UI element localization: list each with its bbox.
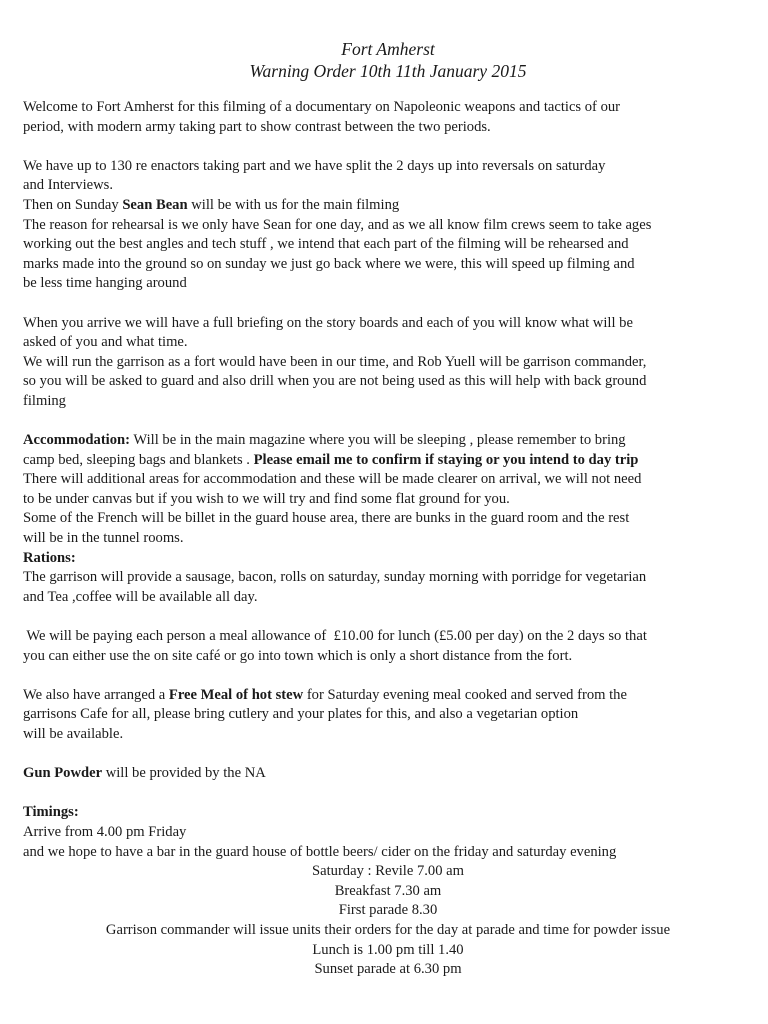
text-run: will be with us for the main filming [187,196,400,213]
intro-line: period, with modern army taking part to show contrast between the two periods. [23,118,491,135]
allowance-paragraph [23,627,753,666]
title-line-2: Warning Order 10th 11th January 2015 [249,61,527,81]
rations-heading: Rations: [23,549,76,566]
rations-section [23,549,753,608]
intro-paragraph [23,98,753,137]
accommodation-line: There will additional areas for accommodation and these will be made clearer on arrival, we will not need [23,471,642,488]
reenactors-line: be less time hanging around [23,275,187,292]
timings-heading-line [23,803,753,823]
free-meal-note: Free Meal of hot stew [168,686,304,703]
allowance-line: We will be paying each person a meal allowance of £10.00 for lunch (£5.00 per day) on the 2 days so that [23,628,647,645]
accommodation-line [23,451,753,471]
briefing-line: so you will be asked to guard and also drill when you are not being used as this will help with back ground [23,373,647,390]
meal-line: will be available. [23,726,124,742]
rations-line: The garrison will provide a sausage, bacon, rolls on saturday, sunday morning with porridge for vegetarian [23,569,647,586]
accommodation-line [23,431,753,451]
accommodation-line: Some of the French will be billet in the guard house area, there are bunks in the guard room and the rest [23,510,630,527]
briefing-line: asked of you and what time. [23,334,188,351]
text-run: for Saturday evening meal cooked and served from the [303,686,627,703]
accommodation-line: to be under canvas but if you wish to we will try and find some flat ground for you. [23,490,510,507]
schedule-item: Sunset parade at 6.30 pm [314,961,462,978]
accommodation-section [23,431,753,549]
reenactors-paragraph [23,157,753,294]
schedule-item: Garrison commander will issue units their orders for the day at parade and time for powder issue [105,921,671,938]
briefing-paragraph [23,314,753,412]
rations-line: and Tea ,coffee will be available all day. [23,588,258,605]
timings-line: and we hope to have a bar in the guard house of bottle beers/ cider on the friday and saturday evening [23,843,617,860]
timings-section [23,803,753,979]
reenactors-line: We have up to 130 re enactors taking part and we have split the 2 days up into reversals on saturday [23,157,606,174]
reenactors-line: marks made into the ground so on sunday we just go back where we were, this will speed up filming and [23,255,635,272]
allowance-line: you can either use the on site café or go into town which is only a short distance from the fort. [23,647,573,664]
text-run: will be provided by the NA [102,765,266,782]
meal-line: garrisons Cafe for all, please bring cutlery and your plates for this, and also a vegetarian option [23,706,579,723]
meal-paragraph [23,686,753,745]
schedule-item: First parade 8.30 [338,902,438,919]
powder-paragraph [23,764,753,784]
document-title [23,38,753,82]
meal-line [23,686,753,706]
gun-powder-label: Gun Powder [23,765,103,782]
text-run: Then on Sunday [23,196,123,213]
accommodation-line: will be in the tunnel rooms. [23,530,184,547]
briefing-line: filming [23,392,66,409]
accommodation-heading: Accommodation: [23,432,131,449]
schedule-item: Breakfast 7.30 am [334,882,442,899]
sean-bean-name: Sean Bean [122,196,188,213]
reenactors-line: and Interviews. [23,177,113,194]
timings-line: Arrive from 4.00 pm Friday [23,823,187,840]
rations-heading-line [23,549,753,569]
text-run: Will be in the main magazine where you will be sleeping , please remember to bring [130,432,626,449]
email-confirm-note: Please email me to confirm if staying or you intend to day trip [253,451,639,468]
reenactors-line: working out the best angles and tech stuff , we intend that each part of the filming will be rehearsed and [23,236,629,253]
schedule-item: Saturday : Revile 7.00 am [312,863,464,880]
reenactors-line [23,196,753,216]
text-run: We also have arranged a [23,686,169,703]
briefing-line: We will run the garrison as a fort would have been in our time, and Rob Yuell will be garrison commander, [23,353,647,370]
reenactors-line: The reason for rehearsal is we only have Sean for one day, and as we all know film crews seem to take ages [23,216,652,233]
schedule-item: Lunch is 1.00 pm till 1.40 [312,941,464,958]
timings-heading: Timings: [23,804,79,821]
powder-line [23,764,753,784]
title-line-1: Fort Amherst [341,39,435,59]
intro-line: Welcome to Fort Amherst for this filming of a documentary on Napoleonic weapons and tactics of our [23,99,621,115]
document-page [23,38,753,980]
text-run: camp bed, sleeping bags and blankets . [23,451,254,468]
briefing-line: When you arrive we will have a full briefing on the story boards and each of you will know what will be [23,314,633,331]
